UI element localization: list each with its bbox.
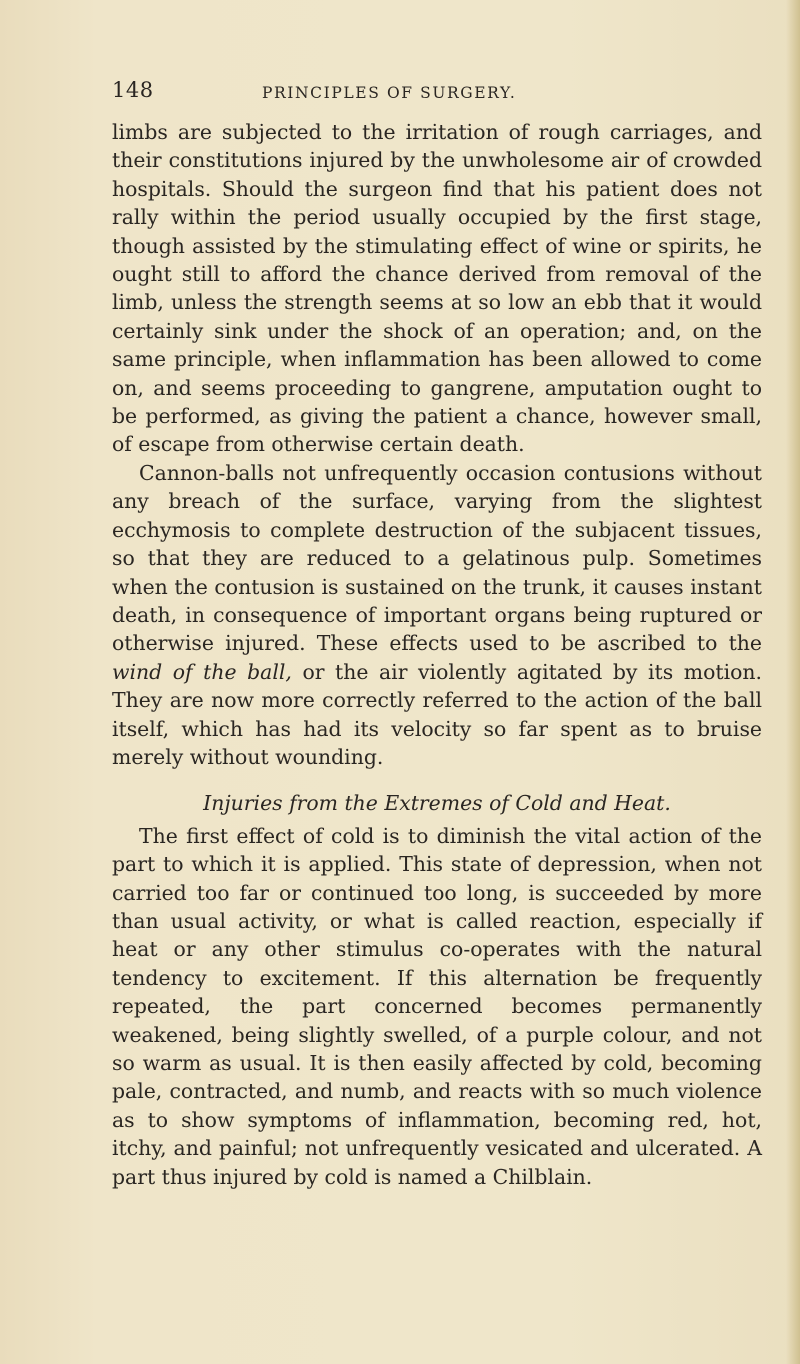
page-edge-shadow	[786, 0, 800, 1364]
running-head: PRINCIPLES OF SURGERY.	[262, 84, 517, 102]
page-header	[112, 78, 752, 110]
cannon-text-before: Cannon-balls not unfrequently occasion contusions without any breach of the surface, varying from the slightest ecchymosis to complete destruction of the subjacent tissues, so that they are reduced to a gelatinous pulp. Sometimes when the contusion is sustained on the trunk, it causes instant death, in consequence of important organs being ruptured or otherwise injured. These effects used to be ascribed to the	[112, 460, 762, 656]
cannon-text-emphasis: wind of the ball,	[112, 659, 292, 684]
cannon-text-after: or the air violently agitated by its motion. They are now more correctly referred to the action of the ball itself, which has had its velocity so far spent as to bruise merely without wounding.	[112, 659, 762, 769]
body-text	[112, 118, 762, 1191]
paragraph-cannon-balls	[112, 459, 762, 771]
section-heading: Injuries from the Extremes of Cold and Heat.	[203, 791, 671, 816]
paragraph-amputation: limbs are subjected to the irritation of rough carriages, and their constitutions injured by the unwholesome air of crowded hospitals. Should the surgeon find that his patient does not rally within the period usually occupied by the first stage, though assisted by the stimulating effect of wine or spirits, he ought still to afford the chance derived from removal of the limb, unless the strength seems at so low an ebb that it would certainly sink under the shock of an operation; and, on the same principle, when inflammation has been allowed to come on, and seems proceeding to gangrene, amputation ought to be performed, as giving the patient a chance, however small, of escape from otherwise certain death.	[112, 120, 762, 457]
paragraph-cold: The first effect of cold is to diminish the vital action of the part to which it is applied. This state of depression, when not carried too far or continued too long, is succeeded by more than usual activity, or what is called reaction, especially if heat or any other stimulus co-operates with the natural tendency to excitement. If this alternation be frequently repeated, the part concerned becomes permanently weakened, being slightly swelled, of a purple colour, and not so warm as usual. It is then easily affected by cold, becoming pale, contracted, and numb, and reacts with so much violence as to show symptoms of inflammation, becoming red, hot, itchy, and painful; not unfrequently vesicated and ulcerated. A part thus injured by cold is named a Chilblain.	[112, 823, 762, 1189]
page-number: 148	[112, 78, 154, 102]
